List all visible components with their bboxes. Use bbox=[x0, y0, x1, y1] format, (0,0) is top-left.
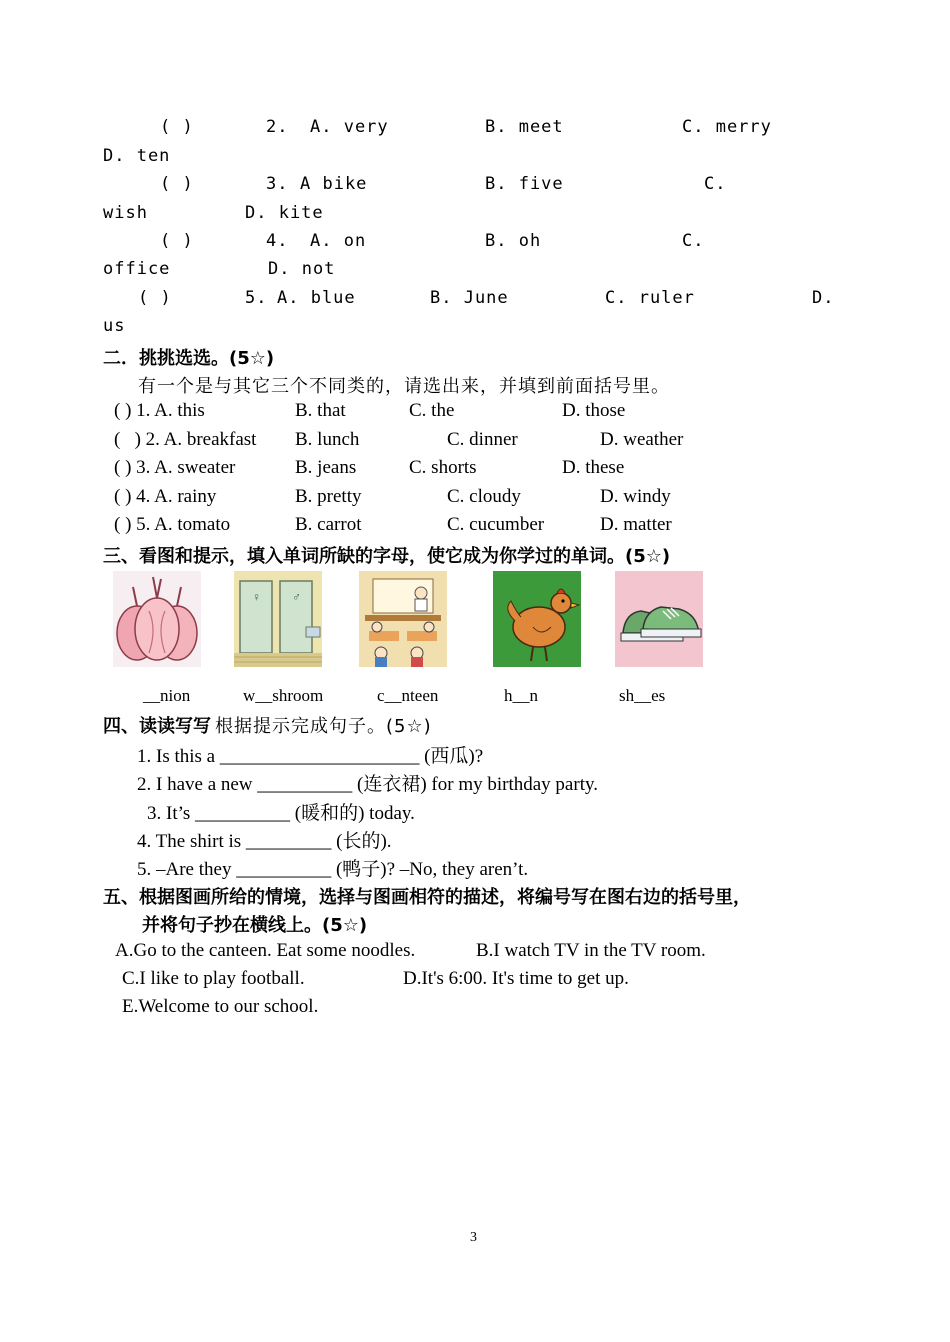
missing-letter-word: h__n bbox=[504, 686, 538, 705]
section-heading: 五、根据图画所给的情境，选择与图画相符的描述，将编号写在图右边的括号里， bbox=[103, 887, 751, 908]
missing-letter-word: sh__es bbox=[619, 686, 666, 705]
onion-picture bbox=[113, 571, 201, 667]
option-b: B. oh bbox=[485, 231, 542, 251]
option-b: B. pretty bbox=[295, 486, 362, 507]
sentence-item: 3. It’s __________ (暖和的) today. bbox=[147, 803, 415, 824]
sentence-item: 4. The shirt is _________ (长的). bbox=[137, 831, 392, 852]
option-b: B. that bbox=[295, 400, 346, 421]
svg-text:♀: ♀ bbox=[252, 590, 261, 604]
option-b: B. meet bbox=[485, 117, 564, 137]
section-heading: 三、看图和提示，填入单词所缺的字母，使它成为你学过的单词。(5☆) bbox=[103, 546, 671, 567]
question-lead: ( ) 5. A. tomato bbox=[114, 514, 231, 535]
canteen-picture bbox=[359, 571, 447, 667]
option-b: B. five bbox=[485, 174, 564, 194]
option-d: D. kite bbox=[245, 203, 324, 223]
missing-letter-word: __nion bbox=[143, 686, 191, 705]
option-c: C. dinner bbox=[447, 429, 518, 450]
question-number: 5. bbox=[245, 288, 268, 308]
option-b: B. jeans bbox=[295, 457, 357, 478]
bathroom-picture bbox=[234, 571, 322, 667]
question-lead: ( ) 2. A. breakfast bbox=[114, 429, 257, 450]
section-heading-line2: 并将句子抄在横线上。(5☆) bbox=[142, 915, 368, 936]
option-b: B. June bbox=[430, 288, 509, 308]
option-a: A. blue bbox=[277, 288, 356, 308]
section-heading-instruction: 根据提示完成句子。(5☆) bbox=[215, 716, 432, 737]
answer-paren[interactable]: ( ) bbox=[138, 288, 172, 308]
option-d: D. matter bbox=[600, 514, 672, 535]
section-heading-title: 四、读读写写 bbox=[103, 716, 211, 737]
option-d: D. weather bbox=[600, 429, 684, 450]
option-d: D.It's 6:00. It's time to get up. bbox=[403, 968, 629, 989]
sentence-item: 1. Is this a _____________________ (西瓜)? bbox=[137, 746, 484, 767]
svg-text:♂: ♂ bbox=[292, 590, 301, 604]
option-b: B. lunch bbox=[295, 429, 360, 450]
option-a: A bike bbox=[300, 174, 368, 194]
option-a: A.Go to the canteen. Eat some noodles. bbox=[115, 940, 416, 961]
answer-paren[interactable]: ( ) bbox=[160, 174, 194, 194]
option-c: C. cloudy bbox=[447, 486, 521, 507]
option-c-word: wish bbox=[103, 203, 148, 223]
option-c: C. bbox=[682, 231, 705, 251]
sentence-item: 5. –Are they __________ (鸭子)? –No, they aren’t. bbox=[137, 859, 529, 880]
hen-picture bbox=[493, 571, 581, 667]
answer-paren[interactable]: ( ) bbox=[160, 117, 194, 137]
answer-paren[interactable]: ( ) bbox=[160, 231, 194, 251]
option-c: C. the bbox=[409, 400, 455, 421]
question-number: 2. bbox=[266, 117, 289, 137]
option-d-word: us bbox=[103, 316, 126, 336]
option-c: C. ruler bbox=[605, 288, 695, 308]
option-d: D. these bbox=[562, 457, 625, 478]
option-d: D. ten bbox=[103, 146, 171, 166]
question-number: 4. bbox=[266, 231, 289, 251]
missing-letter-word: c__nteen bbox=[377, 686, 439, 705]
section-instruction: 有一个是与其它三个不同类的，请选出来，并填到前面括号里。 bbox=[138, 376, 670, 397]
option-b: B.I watch TV in the TV room. bbox=[476, 940, 706, 961]
question-lead: ( ) 1. A. this bbox=[114, 400, 205, 421]
option-e: E.Welcome to our school. bbox=[122, 996, 319, 1017]
option-c: C. cucumber bbox=[447, 514, 545, 535]
section-heading bbox=[103, 712, 432, 738]
option-a: A. on bbox=[310, 231, 367, 251]
page-number: 3 bbox=[470, 1230, 477, 1245]
section-heading: 二．挑挑选选。(5☆) bbox=[103, 348, 275, 369]
option-d: D. those bbox=[562, 400, 626, 421]
option-d: D. bbox=[812, 288, 835, 308]
option-c: C.I like to play football. bbox=[122, 968, 305, 989]
option-c: C. shorts bbox=[409, 457, 477, 478]
option-a: A. very bbox=[310, 117, 389, 137]
option-d: D. not bbox=[268, 259, 336, 279]
missing-letter-word: w__shroom bbox=[243, 686, 324, 705]
question-lead: ( ) 4. A. rainy bbox=[114, 486, 217, 507]
question-number: 3. bbox=[266, 174, 289, 194]
sentence-item: 2. I have a new __________ (连衣裙) for my birthday party. bbox=[137, 774, 598, 795]
option-d: D. windy bbox=[600, 486, 671, 507]
option-c: C. merry bbox=[682, 117, 772, 137]
option-b: B. carrot bbox=[295, 514, 362, 535]
option-c: C. bbox=[704, 174, 727, 194]
option-c-word: office bbox=[103, 259, 171, 279]
question-lead: ( ) 3. A. sweater bbox=[114, 457, 236, 478]
shoes-picture bbox=[615, 571, 703, 667]
